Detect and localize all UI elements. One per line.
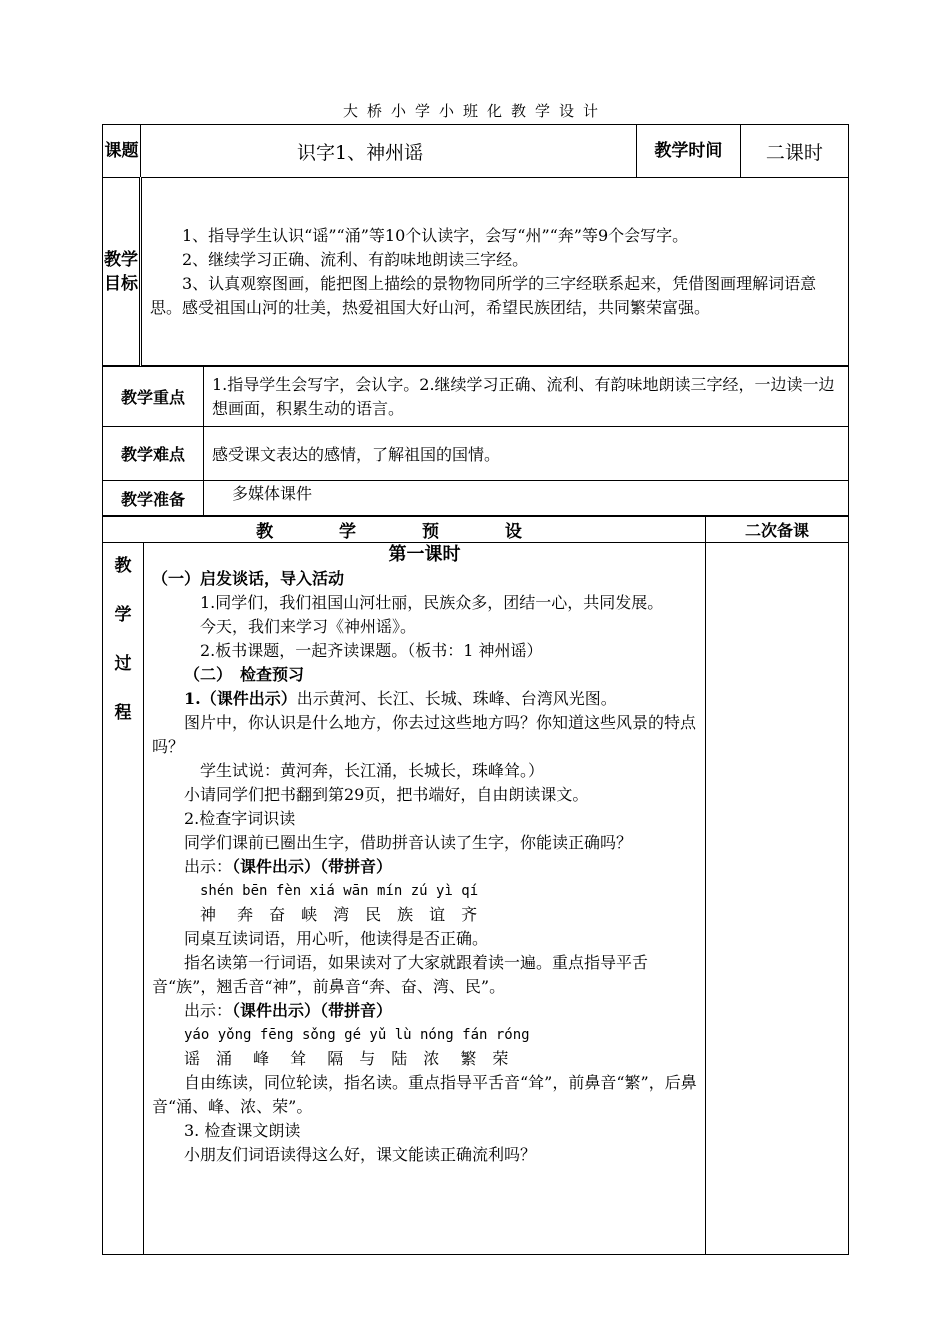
pinyin-line: yáo yǒng fēng sǒng gé yǔ lù nóng fán róng bbox=[184, 1027, 530, 1043]
goal-1: 1、指导学生认识“谣”“涌”等10个认读字，会写“州”“奔”等9个会写字。 bbox=[182, 225, 689, 245]
text-line: 同学们课前已圈出生字，借助拼音认读了生字，你能读正确吗？ bbox=[184, 833, 633, 852]
page-header: 大桥小学小班化教学设计 bbox=[342, 102, 607, 120]
text-line: 图片中，你认识是什么地方，你去过这些地方吗？你知道这些风景的特点吗？ bbox=[152, 713, 697, 756]
key-label: 教学重点 bbox=[103, 367, 204, 427]
goal-2: 2、继续学习正确、流利、有韵味地朗读三字经。 bbox=[182, 249, 529, 269]
prep-value: 多媒体课件 bbox=[204, 481, 849, 516]
second-prep-cell bbox=[706, 543, 849, 1255]
second-header: 二次备课 bbox=[706, 517, 849, 543]
difficult-points: 感受课文表达的感情，了解祖国的国情。 bbox=[204, 427, 849, 481]
chars-line: 神 奔 奋 峡 湾 民 族 谊 齐 bbox=[200, 905, 478, 924]
process-table bbox=[102, 516, 849, 1255]
section-1-title: （一）启发谈话，导入活动 bbox=[152, 569, 345, 588]
key-points: 1.指导学生会写字，会认字。2.继续学习正确、流利、有韵味地朗读三字经，一边读一边想画面，积累生动的语言。 bbox=[204, 367, 849, 427]
time-value: 二课时 bbox=[740, 125, 848, 178]
process-label: 教 学 过 程 bbox=[103, 543, 144, 1255]
goal-3: 3、认真观察图画，能把图上描绘的景物物同所学的三字经联系起来，凭借图画理解词语意思。感受祖国山河的壮美，热爱祖国大好山河，希望民族团结，共同繁荣富强。 bbox=[150, 273, 817, 317]
text-line: 2.板书课题，一起齐读课题。（板书：1 神州谣） bbox=[200, 641, 543, 660]
time-label: 教学时间 bbox=[636, 125, 740, 178]
lesson-title: 第一课时 bbox=[388, 544, 461, 565]
text-line: 3. 检查课文朗读 bbox=[184, 1121, 301, 1140]
process-content bbox=[144, 543, 706, 1255]
goals-label: 教学目标 bbox=[103, 178, 141, 366]
section-2-title: （二） 检查预习 bbox=[184, 665, 305, 684]
info-table bbox=[102, 124, 849, 366]
text-line: 今天，我们来学习《神州谣》。 bbox=[200, 617, 417, 636]
prep-label: 教学准备 bbox=[103, 481, 204, 516]
topic-value: 识字1、神州谣 bbox=[141, 125, 637, 178]
goals-cell bbox=[141, 178, 849, 366]
text-line: 出示：（课件出示）（带拼音） bbox=[184, 857, 393, 876]
text-line: 1.同学们，我们祖国山河壮丽，民族众多，团结一心，共同发展。 bbox=[200, 593, 664, 612]
pinyin-line: shén bēn fèn xiá wān mín zú yì qí bbox=[200, 883, 479, 899]
text-line: 小朋友们词语读得这么好，课文能读正确流利吗？ bbox=[184, 1145, 537, 1164]
text-line: 小请同学们把书翻到第29页，把书端好，自由朗读课文。 bbox=[184, 785, 589, 804]
topic-label: 课题 bbox=[103, 125, 141, 178]
text-line: 自由练读，同位轮读，指名读。重点指导平舌音“耸”，前鼻音“繁”，后鼻音“涌、峰、浓、荣”。 bbox=[152, 1073, 697, 1116]
focus-table bbox=[102, 366, 849, 516]
difficult-label: 教学难点 bbox=[103, 427, 204, 481]
text-line: 2.检查字词识读 bbox=[184, 809, 296, 828]
text-line: 1.（课件出示）出示黄河、长江、长城、珠峰、台湾风光图。 bbox=[184, 689, 617, 708]
plan-header: 教 学 预 设 bbox=[103, 517, 706, 543]
chars-line: 谣 涌 峰 耸 隔 与 陆 浓 繁 荣 bbox=[184, 1049, 509, 1068]
text-line: 指名读第一行词语，如果读对了大家就跟着读一遍。重点指导平舌音“族”，翘舌音“神”，前鼻音“奔、奋、湾、民”。 bbox=[152, 953, 649, 996]
text-line: 出示：（课件出示）（带拼音） bbox=[184, 1001, 393, 1020]
text-line: 学生试说：黄河奔，长江涌，长城长，珠峰耸。） bbox=[200, 761, 545, 780]
text-line: 同桌互读词语，用心听，他读得是否正确。 bbox=[184, 929, 489, 948]
